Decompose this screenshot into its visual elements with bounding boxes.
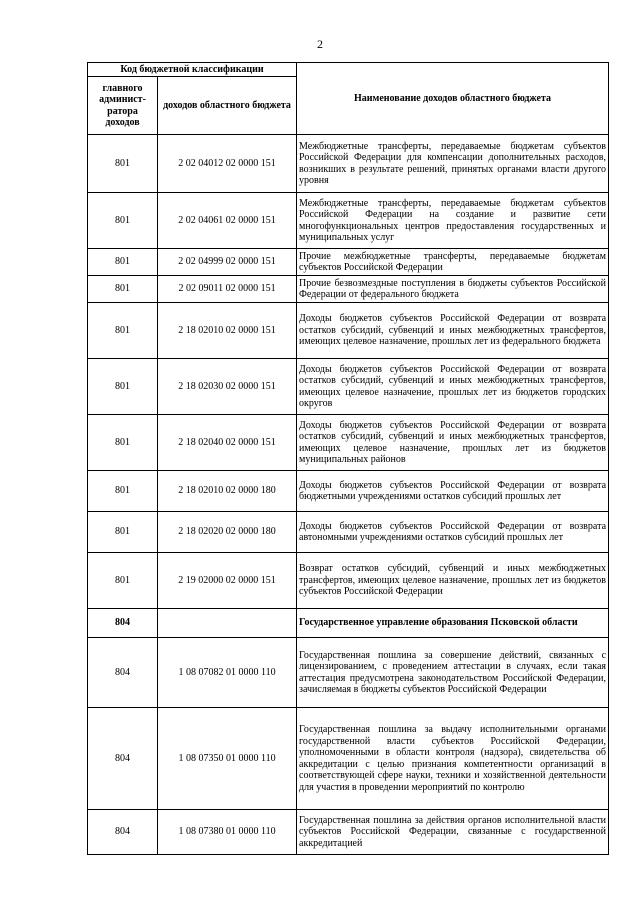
- income-name-cell: Доходы бюджетов субъектов Российской Федерации от возврата остатков субсидий, субвенций и иных межбюджетных трансфертов, имеющих целевое назначение, прошлых лет из бюджетов городских округов: [297, 359, 609, 415]
- table-row: [88, 638, 609, 708]
- table-row: [88, 276, 609, 303]
- income-name-cell: Прочие межбюджетные трансферты, передаваемые бюджетам субъектов Российской Федерации: [297, 249, 609, 276]
- table-row: [88, 135, 609, 193]
- income-code-cell: 2 02 04012 02 0000 151: [158, 135, 297, 193]
- table-row: [88, 303, 609, 359]
- income-name-cell: Государственная пошлина за действия органов исполнительной власти субъектов Российской Федерации, связанные с государственной аккредитацией: [297, 810, 609, 855]
- income-name-cell: Государственная пошлина за выдачу исполнительными органами государственной власти субъектов Российской Федерации, уполномоченными в области контроля (надзора), свидетельства об аккредитации с целью признания компетентности организаций в соответствующей сфере науки, техники и хозяйственной деятельности для участия в проведении мероприятий по контролю: [297, 708, 609, 810]
- admin-code-cell: 801: [88, 249, 158, 276]
- income-code-cell: 2 02 09011 02 0000 151: [158, 276, 297, 303]
- income-code-cell: 2 18 02010 02 0000 180: [158, 471, 297, 512]
- admin-code-cell: 804: [88, 708, 158, 810]
- header-code-column: доходов областного бюджета: [158, 77, 297, 135]
- income-name-cell: Государственная пошлина за совершение действий, связанных с лицензированием, с проведением аттестации в случаях, если такая аттестация предусмотрена законодательством Российской Федерации, зачисляемая в бюджеты субъектов Российской Федерации: [297, 638, 609, 708]
- table-row: [88, 553, 609, 609]
- admin-code-cell: 804: [88, 810, 158, 855]
- table-row: [88, 708, 609, 810]
- admin-code-cell: 804: [88, 638, 158, 708]
- budget-classification-table: [87, 62, 609, 855]
- income-name-cell: Доходы бюджетов субъектов Российской Федерации от возврата остатков субсидий, субвенций и иных межбюджетных трансфертов, имеющих целевое назначение, прошлых лет из федерального бюджета: [297, 303, 609, 359]
- table-row: [88, 415, 609, 471]
- income-name-cell: Межбюджетные трансферты, передаваемые бюджетам субъектов Российской Федерации на создание и развитие сети многофункциональных центров предоставления государственных и муниципальных услуг: [297, 193, 609, 249]
- admin-code-cell: 801: [88, 193, 158, 249]
- header-classification-code: Код бюджетной классификации: [88, 63, 297, 77]
- admin-code-cell: 804: [88, 609, 158, 638]
- income-code-cell: 2 18 02010 02 0000 151: [158, 303, 297, 359]
- income-name-cell: Доходы бюджетов субъектов Российской Федерации от возврата остатков субсидий, субвенций и иных межбюджетных трансфертов, имеющих целевое назначение, прошлых лет из бюджетов муниципальных районов: [297, 415, 609, 471]
- admin-code-cell: 801: [88, 359, 158, 415]
- table-row: [88, 471, 609, 512]
- table-row: [88, 810, 609, 855]
- income-name-cell: Межбюджетные трансферты, передаваемые бюджетам субъектов Российской Федерации для компенсации дополнительных расходов, возникших в результате решений, принятых органами власти другого уровня: [297, 135, 609, 193]
- page-number: 2: [317, 37, 323, 51]
- income-name-cell: Государственное управление образования Псковской области: [297, 609, 609, 638]
- admin-code-cell: 801: [88, 553, 158, 609]
- income-code-cell: 2 19 02000 02 0000 151: [158, 553, 297, 609]
- table-row: [88, 193, 609, 249]
- admin-code-cell: 801: [88, 276, 158, 303]
- income-code-cell: 2 02 04999 02 0000 151: [158, 249, 297, 276]
- admin-code-cell: 801: [88, 415, 158, 471]
- header-income-name: Наименование доходов областного бюджета: [297, 63, 609, 135]
- table-row: [88, 609, 609, 638]
- header-admin-column: главного админист-ратора доходов: [88, 77, 158, 135]
- income-code-cell: 2 18 02020 02 0000 180: [158, 512, 297, 553]
- income-code-cell: [158, 609, 297, 638]
- admin-code-cell: 801: [88, 303, 158, 359]
- income-name-cell: Доходы бюджетов субъектов Российской Федерации от возврата бюджетными учреждениями остатков субсидий прошлых лет: [297, 471, 609, 512]
- income-name-cell: Доходы бюджетов субъектов Российской Федерации от возврата автономными учреждениями остатков субсидий прошлых лет: [297, 512, 609, 553]
- income-code-cell: 2 02 04061 02 0000 151: [158, 193, 297, 249]
- income-code-cell: 2 18 02030 02 0000 151: [158, 359, 297, 415]
- income-code-cell: 1 08 07380 01 0000 110: [158, 810, 297, 855]
- income-code-cell: 1 08 07350 01 0000 110: [158, 708, 297, 810]
- admin-code-cell: 801: [88, 512, 158, 553]
- admin-code-cell: 801: [88, 135, 158, 193]
- income-code-cell: 2 18 02040 02 0000 151: [158, 415, 297, 471]
- admin-code-cell: 801: [88, 471, 158, 512]
- income-code-cell: 1 08 07082 01 0000 110: [158, 638, 297, 708]
- table-row: [88, 359, 609, 415]
- table-row: [88, 249, 609, 276]
- income-name-cell: Прочие безвозмездные поступления в бюджеты субъектов Российской Федерации от федерального бюджета: [297, 276, 609, 303]
- table-row: [88, 512, 609, 553]
- income-name-cell: Возврат остатков субсидий, субвенций и иных межбюджетных трансфертов, имеющих целевое назначение, прошлых лет из бюджетов субъектов Российской Федерации: [297, 553, 609, 609]
